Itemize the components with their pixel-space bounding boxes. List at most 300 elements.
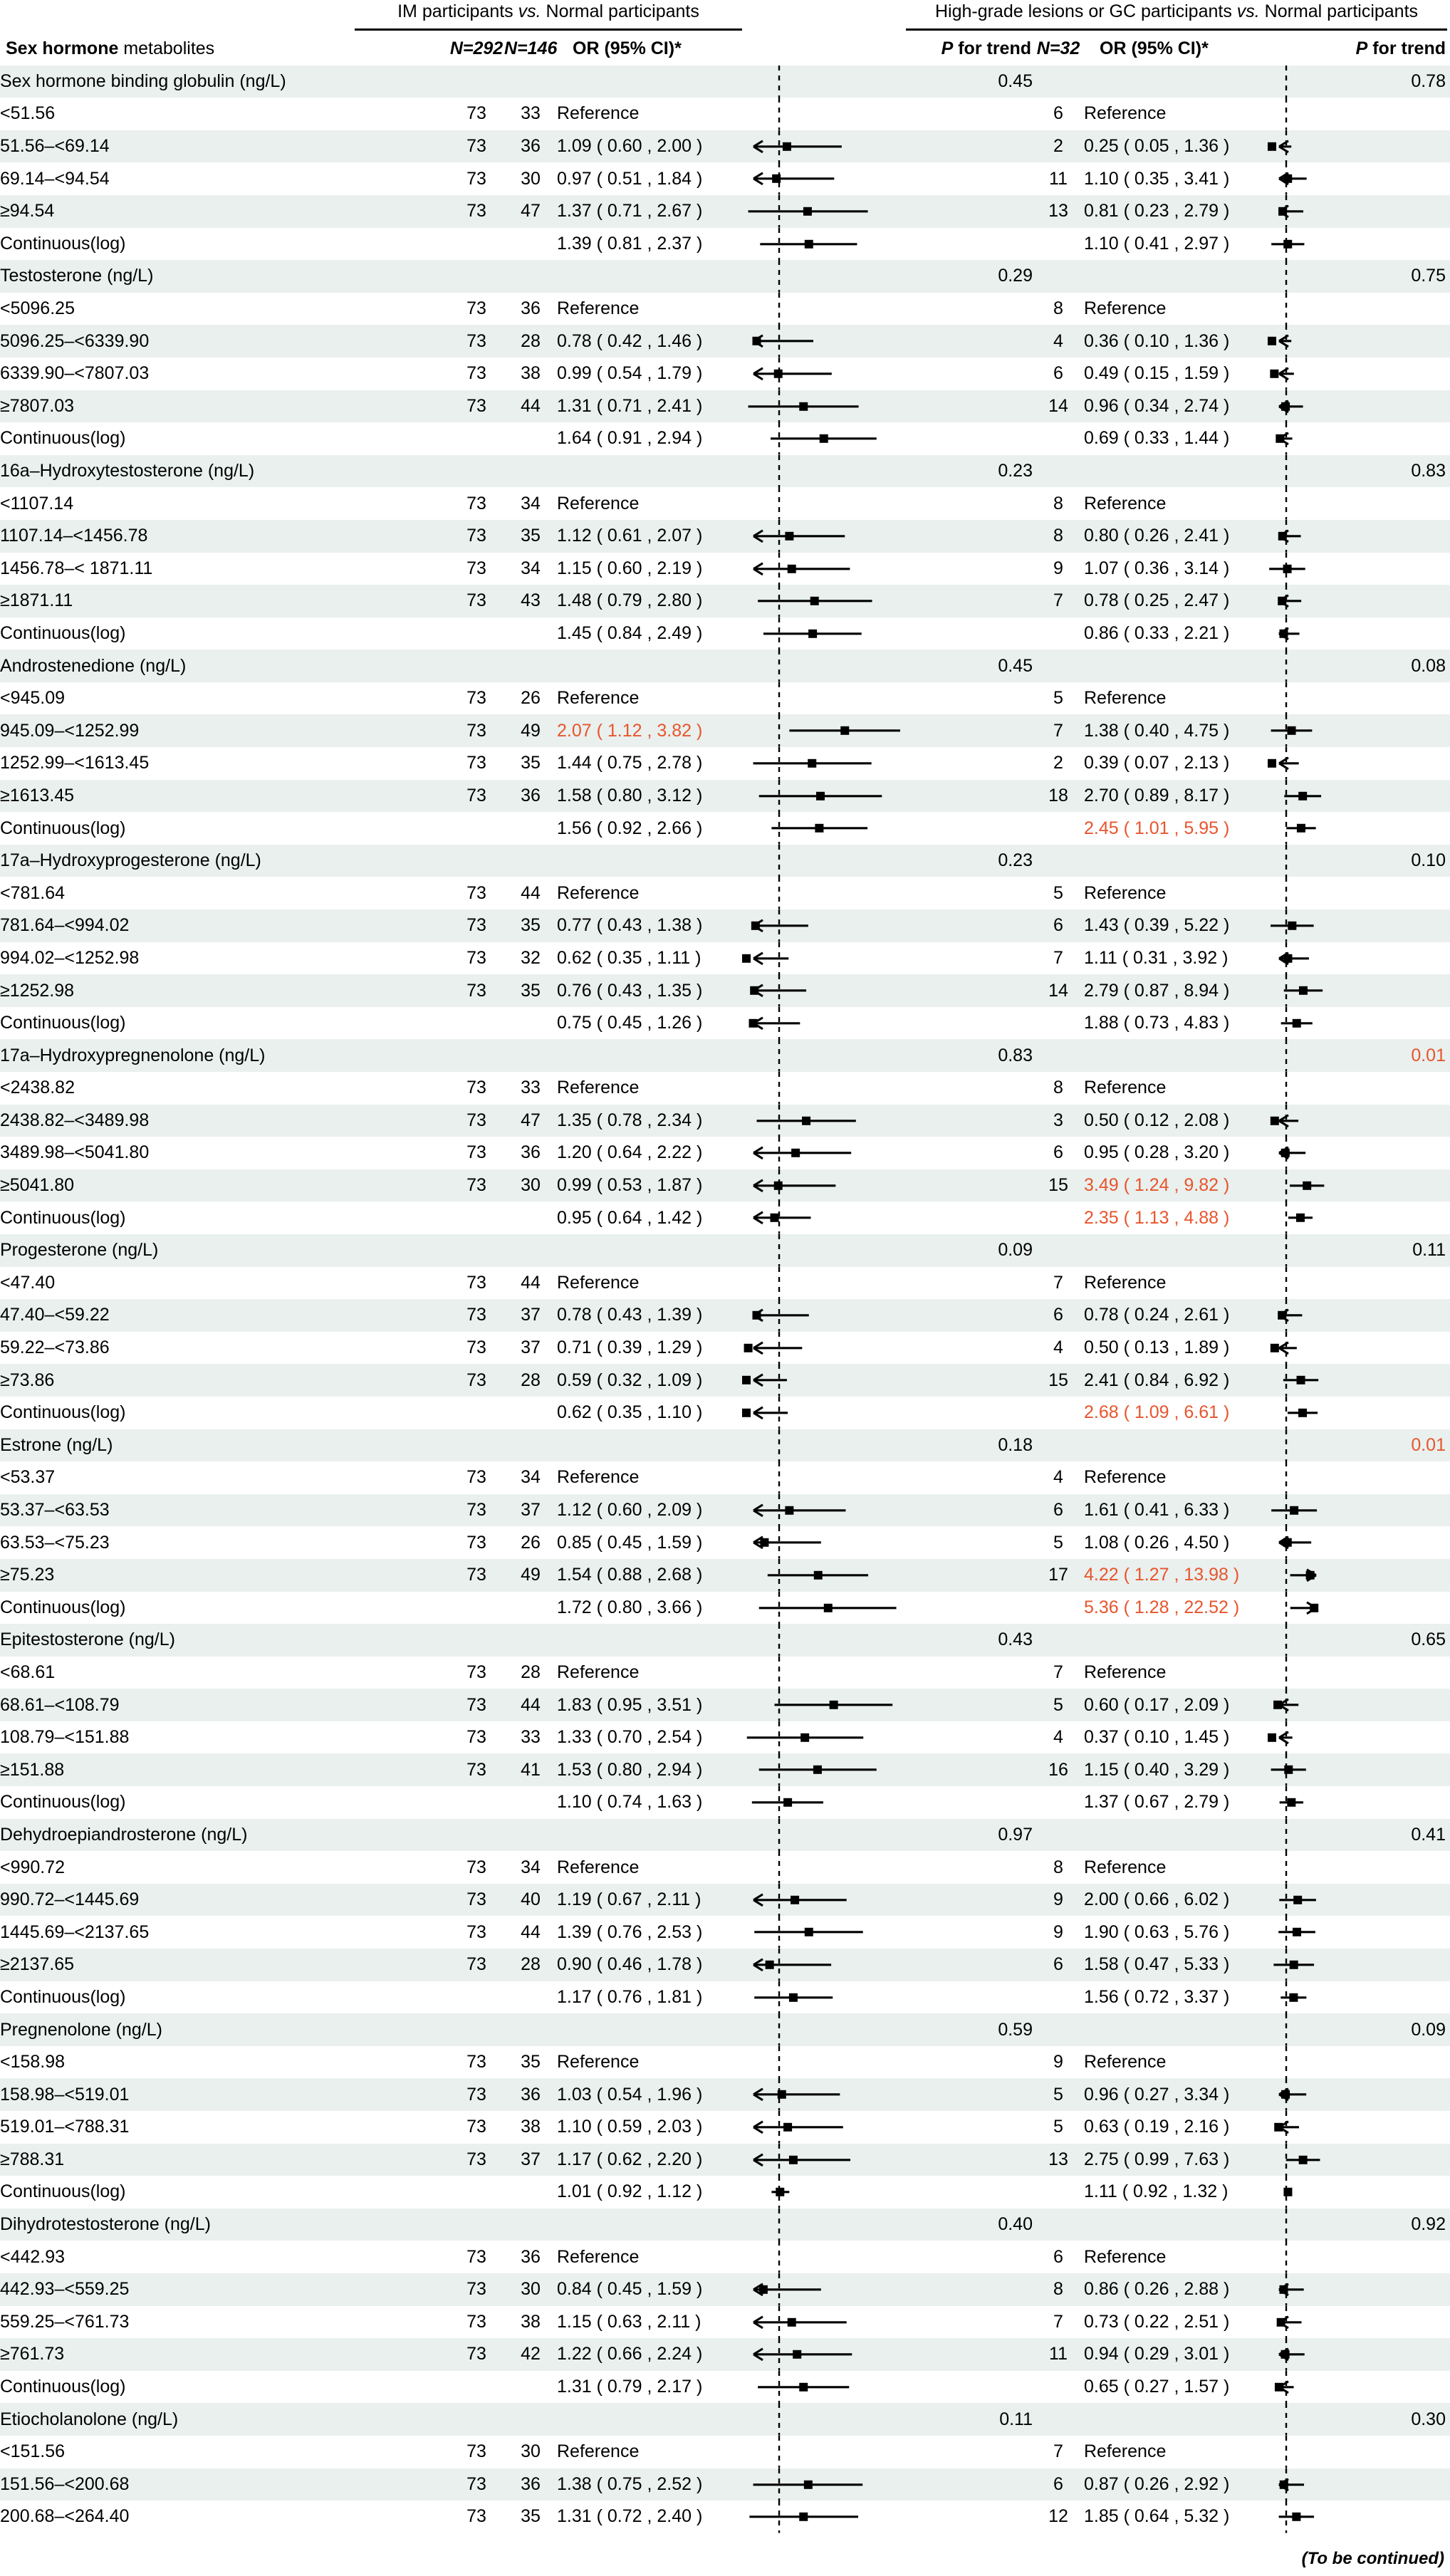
row-p-right-empty	[1329, 1364, 1450, 1397]
row-n146: 47	[504, 1105, 557, 1137]
p-for-trend-left: 0.43	[912, 1624, 1033, 1657]
table-row	[0, 2371, 1450, 2404]
row-or-right: Reference	[1084, 2436, 1268, 2468]
row-p-left-empty	[912, 1884, 1033, 1917]
row-n292: 73	[449, 2241, 504, 2273]
row-n292: 73	[449, 293, 504, 325]
section-n32	[1033, 2403, 1084, 2436]
row-label: 3489.98–<5041.80	[0, 1137, 449, 1169]
row-or-right: 0.94 ( 0.29 , 3.01 )	[1084, 2338, 1268, 2371]
row-or-right: 0.87 ( 0.26 , 2.92 )	[1084, 2468, 1268, 2501]
section-header-row	[0, 1624, 1450, 1657]
row-n292: 73	[449, 2338, 504, 2371]
group-title-right: High-grade lesions or GC participants vs. Normal participants	[934, 1, 1419, 21]
forest-plot-left	[742, 1299, 912, 1332]
forest-plot-right	[1268, 98, 1329, 130]
row-or-left: 1.83 ( 0.95 , 3.51 )	[557, 1689, 742, 1721]
p-for-trend-left: 0.45	[912, 650, 1033, 682]
table-row	[0, 1461, 1450, 1494]
row-label: Continuous(log)	[0, 1592, 449, 1625]
forest-plot-right	[1268, 1267, 1329, 1300]
row-or-right: 1.85 ( 0.64 , 5.32 )	[1084, 2501, 1268, 2533]
row-p-right-empty	[1329, 1916, 1450, 1949]
row-n146: 44	[504, 390, 557, 423]
table-row	[0, 2176, 1450, 2209]
row-n146	[504, 812, 557, 845]
forest-plot-right	[1268, 1526, 1329, 1559]
row-label: <53.37	[0, 1461, 449, 1494]
section-or-right	[1084, 1234, 1268, 1267]
row-label: 1456.78–< 1871.11	[0, 553, 449, 585]
forest-plot-right	[1268, 455, 1329, 488]
section-or-left	[557, 260, 742, 293]
row-label: 2438.82–<3489.98	[0, 1105, 449, 1137]
section-or-left	[557, 2209, 742, 2241]
row-n32: 7	[1033, 2436, 1084, 2468]
row-label: ≥73.86	[0, 1364, 449, 1397]
row-n146: 36	[504, 293, 557, 325]
row-or-right: 0.36 ( 0.10 , 1.36 )	[1084, 325, 1268, 358]
forest-plot-left	[742, 845, 912, 877]
section-or-left	[557, 455, 742, 488]
forest-plot-left	[742, 585, 912, 617]
column-header-n146: N=146	[504, 38, 558, 59]
p-for-trend-right: 0.78	[1329, 66, 1450, 98]
row-n292: 73	[449, 942, 504, 975]
row-p-left-empty	[912, 553, 1033, 585]
row-n32: 13	[1033, 195, 1084, 228]
column-header-n32: N=32	[1036, 38, 1080, 59]
section-n292	[449, 455, 504, 488]
forest-plot-left	[742, 195, 912, 228]
row-label: Continuous(log)	[0, 2371, 449, 2404]
row-p-right-empty	[1329, 1721, 1450, 1754]
table-row	[0, 942, 1450, 975]
forest-plot-right	[1268, 1753, 1329, 1786]
row-n146: 28	[504, 325, 557, 358]
column-header-or-left: OR (95% CI)*	[573, 38, 682, 59]
table-row	[0, 520, 1450, 553]
row-n32: 5	[1033, 877, 1084, 909]
section-n32	[1033, 455, 1084, 488]
forest-plot-left	[742, 780, 912, 813]
table-row	[0, 325, 1450, 358]
p-for-trend-right: 0.01	[1329, 1429, 1450, 1462]
row-n32: 7	[1033, 2306, 1084, 2339]
row-p-left-empty	[912, 2111, 1033, 2144]
row-label: ≥1871.11	[0, 585, 449, 617]
row-or-left: 1.56 ( 0.92 , 2.66 )	[557, 812, 742, 845]
row-p-right-empty	[1329, 1851, 1450, 1884]
row-label: 53.37–<63.53	[0, 1494, 449, 1527]
forest-plot-right	[1268, 293, 1329, 325]
row-or-left: 1.20 ( 0.64 , 2.22 )	[557, 1137, 742, 1169]
row-p-left-empty	[912, 2241, 1033, 2273]
row-or-right: 0.81 ( 0.23 , 2.79 )	[1084, 195, 1268, 228]
table-row	[0, 487, 1450, 520]
row-n292: 73	[449, 1689, 504, 1721]
forest-plot-right	[1268, 1332, 1329, 1365]
section-n146	[504, 1819, 557, 1852]
section-header-row	[0, 1039, 1450, 1072]
group-title-left: IM participants vs. Normal participants	[397, 1, 699, 21]
row-label: <68.61	[0, 1657, 449, 1689]
forest-plot-left	[742, 1332, 912, 1365]
forest-plot-left	[742, 942, 912, 975]
row-or-right: Reference	[1084, 877, 1268, 909]
row-p-right-empty	[1329, 293, 1450, 325]
table-row	[0, 390, 1450, 423]
row-or-right: 5.36 ( 1.28 , 22.52 )	[1084, 1592, 1268, 1625]
section-or-right	[1084, 845, 1268, 877]
row-or-right: 4.22 ( 1.27 , 13.98 )	[1084, 1559, 1268, 1592]
row-p-right-empty	[1329, 1461, 1450, 1494]
row-or-right: 1.37 ( 0.67 , 2.79 )	[1084, 1786, 1268, 1819]
table-row	[0, 1364, 1450, 1397]
row-n32: 15	[1033, 1169, 1084, 1202]
row-p-right-empty	[1329, 1884, 1450, 1917]
forest-plot-right	[1268, 1461, 1329, 1494]
forest-plot-left	[742, 260, 912, 293]
forest-plot-left	[742, 1949, 912, 1981]
row-p-left-empty	[912, 1786, 1033, 1819]
forest-plot-left	[742, 2403, 912, 2436]
row-p-right-empty	[1329, 130, 1450, 163]
row-p-left-empty	[912, 162, 1033, 195]
row-n146	[504, 422, 557, 455]
row-p-left-empty	[912, 1397, 1033, 1429]
section-header-row	[0, 2403, 1450, 2436]
section-title: 17a–Hydroxyprogesterone (ng/L)	[0, 845, 449, 877]
row-n292: 73	[449, 1721, 504, 1754]
row-n146: 35	[504, 909, 557, 942]
section-title: Sex hormone binding globulin (ng/L)	[0, 66, 449, 98]
forest-plot-right	[1268, 2468, 1329, 2501]
forest-plot-right	[1268, 228, 1329, 261]
forest-plot-left	[742, 1819, 912, 1852]
row-label: 519.01–<788.31	[0, 2111, 449, 2144]
section-title: Androstenedione (ng/L)	[0, 650, 449, 682]
row-or-left: 0.78 ( 0.42 , 1.46 )	[557, 325, 742, 358]
forest-plot-right	[1268, 2144, 1329, 2176]
row-label: 990.72–<1445.69	[0, 1884, 449, 1917]
row-p-left-empty	[912, 2501, 1033, 2533]
row-n32: 8	[1033, 1072, 1084, 1105]
row-p-left-empty	[912, 1332, 1033, 1365]
row-p-left-empty	[912, 585, 1033, 617]
table-row	[0, 617, 1450, 650]
section-or-right	[1084, 2403, 1268, 2436]
row-n32: 11	[1033, 162, 1084, 195]
forest-plot-right	[1268, 2176, 1329, 2209]
row-n146: 37	[504, 1332, 557, 1365]
row-label: <151.56	[0, 2436, 449, 2468]
row-or-left: 1.01 ( 0.92 , 1.12 )	[557, 2176, 742, 2209]
p-for-trend-right: 0.41	[1329, 1819, 1450, 1852]
forest-plot-right	[1268, 358, 1329, 390]
header-metabolite-rest: metabolites	[118, 38, 215, 59]
section-or-left	[557, 2403, 742, 2436]
row-or-left: 1.22 ( 0.66 , 2.24 )	[557, 2338, 742, 2371]
row-or-right: Reference	[1084, 1657, 1268, 1689]
row-n292: 73	[449, 1169, 504, 1202]
p-for-trend-right: 0.75	[1329, 260, 1450, 293]
section-n292	[449, 1234, 504, 1267]
row-p-right-empty	[1329, 390, 1450, 423]
forest-plot-left	[742, 553, 912, 585]
row-n146: 38	[504, 358, 557, 390]
row-n32: 6	[1033, 1494, 1084, 1527]
row-n292	[449, 2371, 504, 2404]
section-or-right	[1084, 1039, 1268, 1072]
row-label: 59.22–<73.86	[0, 1332, 449, 1365]
table-row	[0, 1201, 1450, 1234]
row-or-left: 0.95 ( 0.64 , 1.42 )	[557, 1201, 742, 1234]
section-n292	[449, 650, 504, 682]
row-n146	[504, 1786, 557, 1819]
row-n292: 73	[449, 325, 504, 358]
forest-plot-left	[742, 455, 912, 488]
table-row	[0, 293, 1450, 325]
p-for-trend-left: 0.29	[912, 260, 1033, 293]
row-or-right: 2.70 ( 0.89 , 8.17 )	[1084, 780, 1268, 813]
row-or-left: 1.54 ( 0.88 , 2.68 )	[557, 1559, 742, 1592]
forest-plot-left	[742, 2046, 912, 2079]
p-for-trend-left: 0.45	[912, 66, 1033, 98]
table-row	[0, 1559, 1450, 1592]
table-row	[0, 1494, 1450, 1527]
forest-plot-left	[742, 2176, 912, 2209]
forest-plot-right	[1268, 1689, 1329, 1721]
row-p-left-empty	[912, 1201, 1033, 1234]
row-or-left: 0.62 ( 0.35 , 1.10 )	[557, 1397, 742, 1429]
forest-plot-right	[1268, 130, 1329, 163]
row-p-right-empty	[1329, 2371, 1450, 2404]
row-n292	[449, 1397, 504, 1429]
row-n146	[504, 617, 557, 650]
row-p-right-empty	[1329, 974, 1450, 1007]
row-n292: 73	[449, 1949, 504, 1981]
header-metabolite-bold: Sex hormone	[6, 38, 119, 59]
forest-plot-left	[742, 358, 912, 390]
row-p-left-empty	[912, 1916, 1033, 1949]
forest-plot-left	[742, 682, 912, 715]
row-n292: 73	[449, 1364, 504, 1397]
row-n146	[504, 1201, 557, 1234]
forest-plot-right	[1268, 390, 1329, 423]
row-p-left-empty	[912, 1753, 1033, 1786]
row-n292	[449, 812, 504, 845]
row-n292: 73	[449, 487, 504, 520]
row-label: Continuous(log)	[0, 1007, 449, 1040]
row-or-left: 1.15 ( 0.63 , 2.11 )	[557, 2306, 742, 2339]
row-or-right: 0.65 ( 0.27 , 1.57 )	[1084, 2371, 1268, 2404]
forest-plot-left	[742, 1169, 912, 1202]
table-row	[0, 2436, 1450, 2468]
row-n32: 6	[1033, 2241, 1084, 2273]
row-p-right-empty	[1329, 585, 1450, 617]
forest-plot-left	[742, 2273, 912, 2306]
forest-plot-left	[742, 1721, 912, 1754]
row-or-right: 1.11 ( 0.92 , 1.32 )	[1084, 2176, 1268, 2209]
row-p-left-empty	[912, 1137, 1033, 1169]
row-n32: 8	[1033, 2273, 1084, 2306]
row-p-right-empty	[1329, 1949, 1450, 1981]
row-label: <158.98	[0, 2046, 449, 2079]
row-label: ≥75.23	[0, 1559, 449, 1592]
row-n146: 35	[504, 520, 557, 553]
row-p-left-empty	[912, 780, 1033, 813]
row-n292: 73	[449, 2144, 504, 2176]
section-title: Etiocholanolone (ng/L)	[0, 2403, 449, 2436]
forest-plot-right	[1268, 487, 1329, 520]
row-p-left-empty	[912, 1299, 1033, 1332]
row-p-right-empty	[1329, 714, 1450, 747]
row-n292: 73	[449, 2078, 504, 2111]
forest-plot-left	[742, 487, 912, 520]
row-label: <990.72	[0, 1851, 449, 1884]
section-title: Estrone (ng/L)	[0, 1429, 449, 1462]
row-p-left-empty	[912, 1981, 1033, 2014]
results-table	[0, 33, 1450, 2533]
row-n32: 7	[1033, 1267, 1084, 1300]
forest-plot-left	[742, 909, 912, 942]
row-p-left-empty	[912, 909, 1033, 942]
row-n32: 2	[1033, 130, 1084, 163]
table-row	[0, 422, 1450, 455]
row-label: Continuous(log)	[0, 1201, 449, 1234]
table-row	[0, 1169, 1450, 1202]
p-for-trend-left: 0.40	[912, 2209, 1033, 2241]
table-row	[0, 1949, 1450, 1981]
section-title: Epitestosterone (ng/L)	[0, 1624, 449, 1657]
forest-plot-right	[1268, 1851, 1329, 1884]
row-p-right-empty	[1329, 553, 1450, 585]
section-or-left	[557, 1429, 742, 1462]
section-header-row	[0, 2013, 1450, 2046]
forest-plot-left	[742, 1039, 912, 1072]
row-p-right-empty	[1329, 422, 1450, 455]
row-n146: 36	[504, 2241, 557, 2273]
row-or-left: 0.78 ( 0.43 , 1.39 )	[557, 1299, 742, 1332]
row-or-left: 1.37 ( 0.71 , 2.67 )	[557, 195, 742, 228]
row-n32: 11	[1033, 2338, 1084, 2371]
table-row	[0, 585, 1450, 617]
row-p-right-empty	[1329, 2046, 1450, 2079]
row-or-right: 0.50 ( 0.13 , 1.89 )	[1084, 1332, 1268, 1365]
table-row	[0, 2338, 1450, 2371]
forest-plot-left	[742, 650, 912, 682]
forest-plot-right	[1268, 2338, 1329, 2371]
section-n292	[449, 1819, 504, 1852]
section-n146	[504, 2013, 557, 2046]
p-for-trend-right: 0.30	[1329, 2403, 1450, 2436]
row-label: <51.56	[0, 98, 449, 130]
row-or-right: 1.90 ( 0.63 , 5.76 )	[1084, 1916, 1268, 1949]
table-row	[0, 2144, 1450, 2176]
section-header-row	[0, 650, 1450, 682]
row-or-left: 0.85 ( 0.45 , 1.59 )	[557, 1526, 742, 1559]
row-p-left-empty	[912, 877, 1033, 909]
section-n32	[1033, 1234, 1084, 1267]
section-n146	[504, 260, 557, 293]
section-n146	[504, 1429, 557, 1462]
row-n292: 73	[449, 780, 504, 813]
row-p-right-empty	[1329, 617, 1450, 650]
row-n32: 6	[1033, 909, 1084, 942]
section-n32	[1033, 845, 1084, 877]
row-or-right: 0.78 ( 0.25 , 2.47 )	[1084, 585, 1268, 617]
table-row	[0, 1007, 1450, 1040]
row-p-left-empty	[912, 2468, 1033, 2501]
row-n32: 5	[1033, 1689, 1084, 1721]
row-n32: 4	[1033, 1721, 1084, 1754]
row-n146: 44	[504, 1267, 557, 1300]
row-or-left: 1.10 ( 0.74 , 1.63 )	[557, 1786, 742, 1819]
forest-plot-right	[1268, 682, 1329, 715]
row-n146: 30	[504, 162, 557, 195]
p-for-trend-right: 0.09	[1329, 2013, 1450, 2046]
row-label: 781.64–<994.02	[0, 909, 449, 942]
row-n32: 6	[1033, 1299, 1084, 1332]
table-row	[0, 228, 1450, 261]
row-p-left-empty	[912, 195, 1033, 228]
row-n146: 37	[504, 1494, 557, 1527]
section-or-right	[1084, 1624, 1268, 1657]
row-n146: 36	[504, 780, 557, 813]
section-or-right	[1084, 650, 1268, 682]
row-label: 1252.99–<1613.45	[0, 747, 449, 780]
row-or-left: Reference	[557, 1461, 742, 1494]
table-row	[0, 877, 1450, 909]
row-n292: 73	[449, 682, 504, 715]
row-n146: 36	[504, 2468, 557, 2501]
forest-plot-left	[742, 2111, 912, 2144]
row-label: Continuous(log)	[0, 422, 449, 455]
row-or-right: Reference	[1084, 2046, 1268, 2079]
row-n292	[449, 617, 504, 650]
row-or-right: 2.75 ( 0.99 , 7.63 )	[1084, 2144, 1268, 2176]
forest-plot-right	[1268, 812, 1329, 845]
forest-plot-left	[742, 2468, 912, 2501]
row-or-right: 1.15 ( 0.40 , 3.29 )	[1084, 1753, 1268, 1786]
row-n32: 13	[1033, 2144, 1084, 2176]
row-or-right: 1.61 ( 0.41 , 6.33 )	[1084, 1494, 1268, 1527]
row-label: 68.61–<108.79	[0, 1689, 449, 1721]
forest-plot-left	[742, 1689, 912, 1721]
row-n32: 6	[1033, 358, 1084, 390]
row-n146: 44	[504, 877, 557, 909]
row-p-left-empty	[912, 422, 1033, 455]
row-n146	[504, 2176, 557, 2209]
row-p-left-empty	[912, 2176, 1033, 2209]
row-or-left: Reference	[557, 682, 742, 715]
row-n32: 14	[1033, 974, 1084, 1007]
forest-plot-left	[742, 747, 912, 780]
row-label: 108.79–<151.88	[0, 1721, 449, 1754]
forest-plot-right	[1268, 974, 1329, 1007]
forest-plot-left	[742, 1461, 912, 1494]
forest-plot-right	[1268, 2013, 1329, 2046]
forest-plot-right	[1268, 1397, 1329, 1429]
row-n146: 35	[504, 2046, 557, 2079]
row-p-right-empty	[1329, 1689, 1450, 1721]
row-or-right: 1.10 ( 0.41 , 2.97 )	[1084, 228, 1268, 261]
forest-plot-right	[1268, 1559, 1329, 1592]
row-or-left: Reference	[557, 1267, 742, 1300]
section-n292	[449, 2403, 504, 2436]
row-p-right-empty	[1329, 228, 1450, 261]
